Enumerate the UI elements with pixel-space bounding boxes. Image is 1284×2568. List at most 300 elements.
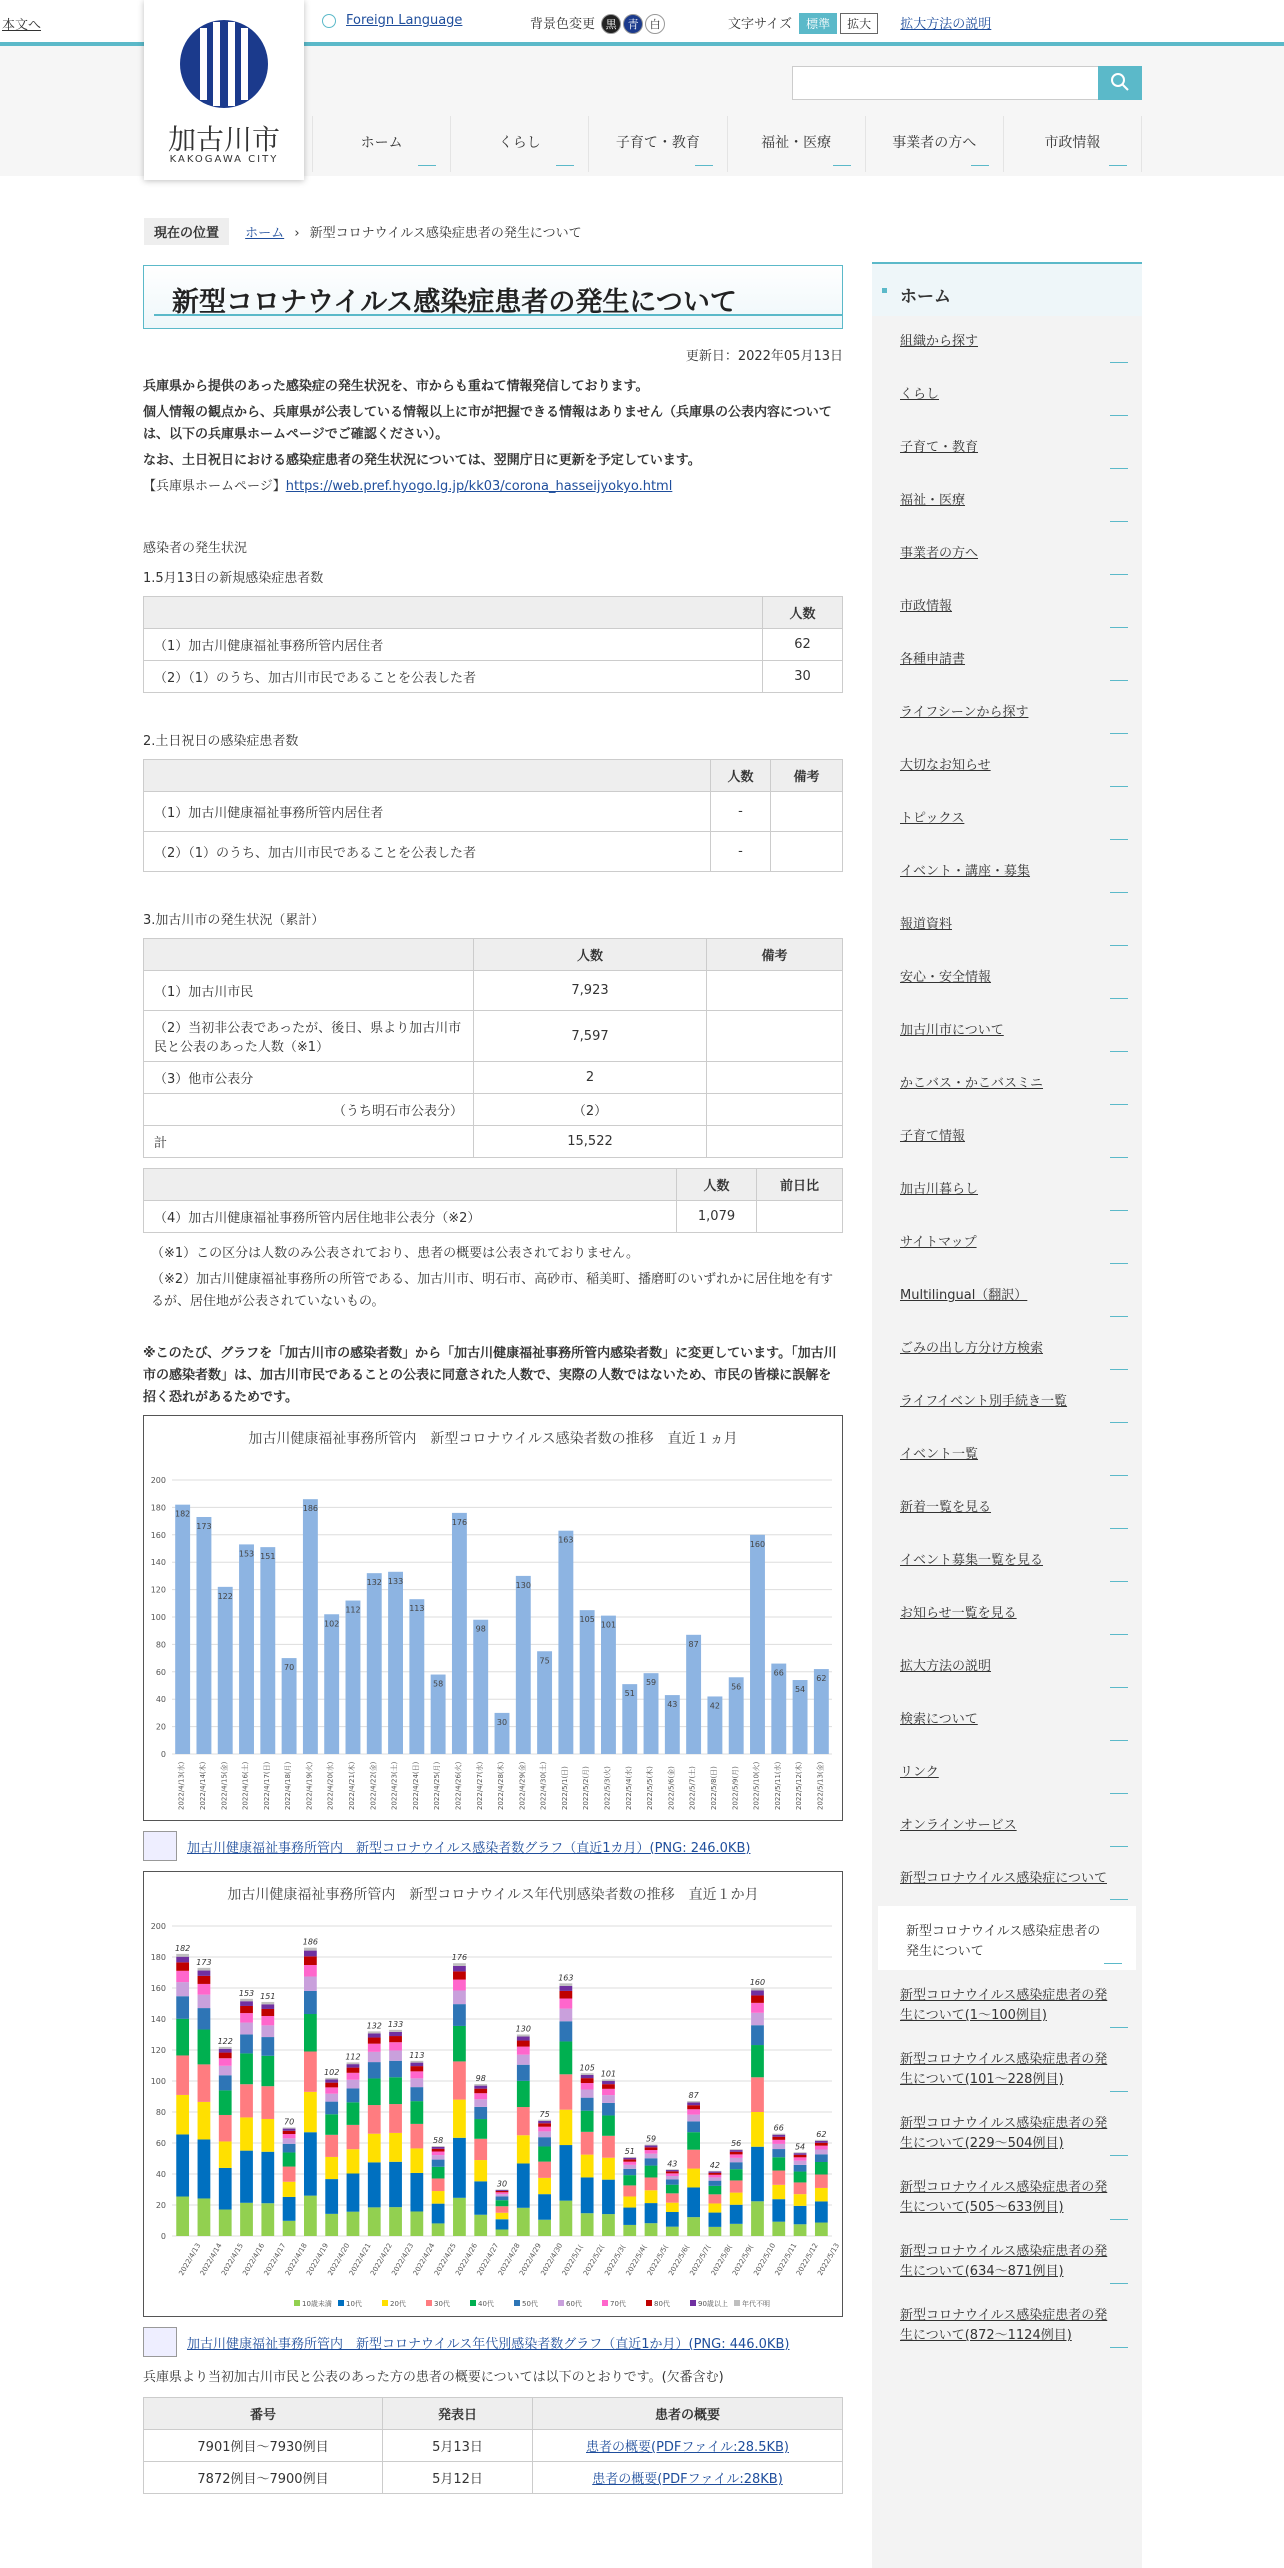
legend-swatch	[294, 2300, 300, 2306]
bar-segment	[389, 2030, 402, 2032]
y-tick-label: 80	[155, 1640, 166, 1650]
bar-segment	[240, 2151, 253, 2203]
bar-segment	[198, 2008, 211, 2029]
bar-segment	[474, 2181, 487, 2214]
data-label: 51	[624, 1689, 635, 1699]
holiday-cases-table: 人数 備考 （1）加古川健康福祉事務所管内居住者 - （2）（1）のうち、加古川市民であることを公表した者 -	[143, 759, 843, 872]
data-label: 58	[433, 2136, 444, 2146]
arrow-icon	[1110, 2276, 1128, 2284]
bar-segment	[709, 2171, 722, 2172]
arrow-icon	[1109, 158, 1127, 166]
data-label: 132	[366, 2021, 382, 2031]
font-normal-button[interactable]: 標準	[799, 13, 837, 34]
sidebar-item[interactable]: イベント一覧	[872, 1429, 1142, 1482]
arrow-icon	[1110, 832, 1128, 840]
y-tick-label: 180	[150, 1503, 166, 1513]
x-tick-label: 2022/4/28(木)	[497, 1761, 506, 1810]
sidebar-item[interactable]: イベント募集一覧を見る	[872, 1535, 1142, 1588]
bar-segment	[261, 2152, 274, 2203]
table-row: （うち明石市公表分） （2）	[144, 1094, 843, 1126]
bar-segment	[772, 2199, 785, 2222]
y-tick-label: 120	[150, 1585, 166, 1595]
data-label: 43	[667, 2159, 678, 2169]
legend-swatch	[514, 2300, 520, 2306]
bar-segment	[623, 2159, 636, 2161]
bar-segment	[602, 2158, 615, 2180]
arrow-icon	[1110, 620, 1128, 628]
sidebar-item[interactable]: 新型コロナウイルス感染症患者の発生について(872～1124例目)	[872, 2290, 1142, 2354]
legend-swatch	[734, 2300, 740, 2306]
bar-segment	[666, 2173, 679, 2176]
data-label: 102	[324, 2067, 340, 2077]
bar-segment	[581, 2073, 594, 2075]
sidebar-item[interactable]: サイトマップ	[872, 1217, 1142, 1270]
bar-segment	[645, 2150, 658, 2154]
graph-change-notice: ※このたび、グラフを「加古川市の感染者数」から「加古川健康福祉事務所管内感染者数」に変更しています。「加古川市の感染者数」は、加古川市民であることの公表に同意された人数で、実際の人数ではないため、市民の皆様に誤解を招く恐れがあるためです。	[143, 1346, 837, 1405]
bar-segment	[283, 2167, 296, 2182]
sidebar-item[interactable]: くらし	[872, 369, 1142, 422]
bar-segment	[410, 2071, 423, 2078]
sidebar-item[interactable]: お知らせ一覧を見る	[872, 1588, 1142, 1641]
bar-segment	[730, 2152, 743, 2155]
nav-business[interactable]: 事業者の方へ	[865, 116, 1003, 172]
bar-segment	[751, 2003, 764, 2013]
data-label: 105	[579, 2063, 595, 2073]
sidebar-item[interactable]: 事業者の方へ	[872, 528, 1142, 581]
data-label: 66	[773, 2123, 784, 2133]
bar-segment	[623, 2175, 636, 2185]
x-tick-label: 2022/5/10	[752, 2241, 778, 2277]
bar-segment	[368, 2162, 381, 2207]
sidebar-item[interactable]: 福祉・医療	[872, 475, 1142, 528]
sidebar-item[interactable]: 検索について	[872, 1694, 1142, 1747]
sidebar-item[interactable]: オンラインサービス	[872, 1800, 1142, 1853]
data-label: 101	[600, 1620, 617, 1630]
bar-segment	[347, 2212, 360, 2236]
bar-segment	[645, 2147, 658, 2150]
y-tick-label: 60	[155, 1667, 166, 1677]
data-label: 160	[749, 1539, 766, 1549]
arrow-icon	[1110, 355, 1128, 363]
bar-segment	[815, 2141, 828, 2143]
bar-segment	[347, 2073, 360, 2080]
sidebar-item[interactable]: 拡大方法の説明	[872, 1641, 1142, 1694]
bar-segment	[581, 2078, 594, 2083]
chart-title: 加古川健康福祉事務所管内 新型コロナウイルス年代別感染者数の推移 直近１か月	[227, 1887, 759, 1903]
bar-segment	[283, 2134, 296, 2138]
bar-segment	[261, 2086, 274, 2119]
sidebar-item[interactable]: ごみの出し方分け方検索	[872, 1323, 1142, 1376]
bar-segment	[347, 2149, 360, 2173]
x-tick-label: 2022/4/16	[241, 2241, 267, 2277]
table-row: 7872例目～7900例目 5月12日 患者の概要(PDFファイル:28KB)	[144, 2462, 843, 2494]
bar-segment	[240, 2006, 253, 2013]
nav-living[interactable]: くらし	[450, 116, 588, 172]
data-label: 176	[451, 1517, 468, 1527]
data-label: 58	[433, 1679, 444, 1689]
bar-segment	[304, 2132, 317, 2195]
bar	[750, 1535, 765, 1754]
legend-label: 年代不明	[742, 2300, 770, 2308]
data-label: 102	[324, 1619, 340, 1629]
y-tick-label: 140	[150, 2015, 166, 2024]
bar-segment	[304, 1951, 317, 1957]
legend-swatch	[602, 2300, 608, 2306]
bar-segment	[709, 2203, 722, 2212]
bar-segment	[453, 1966, 466, 1971]
city-logo[interactable]	[144, 0, 304, 180]
bar-segment	[794, 2161, 807, 2165]
sidebar-item[interactable]: 組織から探す	[872, 316, 1142, 369]
bar-segment	[389, 2162, 402, 2207]
data-label: 42	[709, 2160, 720, 2170]
bar-segment	[772, 2137, 785, 2140]
bar-segment	[347, 2088, 360, 2102]
x-tick-label: 2022/4/23	[390, 2241, 416, 2277]
data-label: 122	[217, 1591, 233, 1601]
x-tick-label: 2022/4/19(火)	[305, 1761, 314, 1810]
x-tick-label: 2022/4/29(金)	[518, 1761, 527, 1810]
font-large-button[interactable]: 拡大	[840, 13, 878, 34]
bar-segment	[602, 2079, 615, 2081]
bar-segment	[559, 2201, 572, 2236]
nav-home[interactable]: ホーム	[312, 116, 450, 172]
bar-segment	[410, 2066, 423, 2071]
bar-segment	[389, 2032, 402, 2036]
bar-segment	[581, 2111, 594, 2132]
bar-segment	[581, 2213, 594, 2236]
sidebar-item[interactable]: 新型コロナウイルス感染症患者の発生について	[878, 1906, 1136, 1970]
sidebar-item[interactable]: Multilingual（翻訳）	[872, 1270, 1142, 1323]
data-label: 182	[175, 1943, 191, 1953]
bar-segment	[219, 2075, 232, 2090]
data-label: 160	[749, 1978, 766, 1987]
x-tick-label: 2022/5/12(木)	[795, 1761, 804, 1810]
bar-segment	[176, 1962, 189, 1970]
x-tick-label: 2022/5/1(	[560, 2243, 585, 2277]
sidebar-item[interactable]: 子育て情報	[872, 1111, 1142, 1164]
sidebar-item[interactable]: トピックス	[872, 793, 1142, 846]
image-file-icon	[143, 2327, 177, 2357]
bg-blue-button[interactable]: 青	[623, 14, 643, 34]
bar-segment	[432, 2151, 445, 2155]
bar-segment	[325, 2114, 338, 2135]
data-label: 153	[238, 1549, 255, 1559]
bar-segment	[730, 2224, 743, 2236]
bar-segment	[198, 1976, 211, 1984]
data-label: 176	[451, 1953, 468, 1963]
bar-segment	[240, 2117, 253, 2150]
bar-segment	[368, 2078, 381, 2105]
bar-segment	[581, 2075, 594, 2078]
bar-segment	[559, 2041, 572, 2074]
bar-segment	[709, 2177, 722, 2180]
data-label: 132	[366, 1578, 382, 1588]
arrow-icon	[1110, 1203, 1128, 1211]
bar-segment	[240, 2203, 253, 2236]
breadcrumb-home-link[interactable]: ホーム	[245, 226, 285, 241]
bar-segment	[559, 2074, 572, 2109]
bar-segment	[474, 2215, 487, 2236]
bar-segment	[645, 2145, 658, 2147]
bar-segment	[325, 2214, 338, 2236]
chart2-download-link[interactable]: 加古川健康福祉事務所管内 新型コロナウイルス年代別感染者数グラフ（直近1か月）(PNG: 446.0KB)	[187, 2336, 790, 2352]
bar-segment	[474, 2107, 487, 2119]
bar-segment	[794, 2155, 807, 2158]
bar-segment	[730, 2169, 743, 2180]
bar-segment	[474, 2099, 487, 2107]
data-label: 56	[731, 2139, 742, 2149]
bar-segment	[794, 2172, 807, 2183]
x-tick-label: 2022/5/6(金)	[667, 1766, 676, 1810]
x-tick-label: 2022/4/23(土)	[390, 1761, 399, 1810]
bg-white-button[interactable]: 白	[645, 14, 665, 34]
arrow-icon	[1110, 779, 1128, 787]
sidebar-item[interactable]: ライフイベント別手続き一覧	[872, 1376, 1142, 1429]
arrow-icon	[1110, 2084, 1128, 2092]
arrow-icon	[1110, 2212, 1128, 2220]
x-tick-label: 2022/4/17(日)	[262, 1761, 271, 1810]
bar	[601, 1616, 616, 1754]
bar-segment	[261, 2119, 274, 2152]
sidebar-item[interactable]: 加古川市について	[872, 1005, 1142, 1058]
new-cases-table: 人数 （1）加古川健康福祉事務所管内居住者 62 （2）（1）のうち、加古川市民であることを公表した者 30	[143, 596, 843, 693]
unpublished-table: 人数 前日比 （4）加古川健康福祉事務所管内居住地非公表分（※2） 1,079	[143, 1168, 843, 1233]
bar-segment	[559, 2145, 572, 2201]
bar-segment	[602, 2081, 615, 2084]
bar-segment	[176, 1996, 189, 2019]
table-row: （1）加古川健康福祉事務所管内居住者 -	[144, 792, 843, 832]
sidebar-item[interactable]: リンク	[872, 1747, 1142, 1800]
bar-segment	[581, 2177, 594, 2213]
sidebar-item[interactable]: 新型コロナウイルス感染症患者の発生について(229～504例目)	[872, 2098, 1142, 2162]
sidebar-item[interactable]: 安心・安全情報	[872, 952, 1142, 1005]
arrow-icon	[1110, 1309, 1128, 1317]
bar-segment	[666, 2227, 679, 2236]
patient-summary-table: 番号 発表日 患者の概要 7901例目～7930例目 5月13日 患者の概要(PDFファイル:28.5KB) 7872例目～7900例目 5月12日 患者の概要(PDFファイル:28KB)	[143, 2397, 843, 2494]
bar-segment	[325, 2079, 338, 2082]
sidebar-item[interactable]: 新型コロナウイルス感染症患者の発生について(634～871例目)	[872, 2226, 1142, 2290]
sidebar-item[interactable]: 新型コロナウイルス感染症患者の発生について(505～633例目)	[872, 2162, 1142, 2226]
bar-segment	[368, 2031, 381, 2033]
bar-segment	[453, 1963, 466, 1966]
x-tick-label: 2022/5/4(	[624, 2243, 649, 2277]
bar-segment	[453, 1980, 466, 1991]
data-label: 153	[238, 1988, 255, 1998]
sidebar-item[interactable]: 報道資料	[872, 899, 1142, 952]
sidebar-item[interactable]: 子育て・教育	[872, 422, 1142, 475]
arrow-icon	[1110, 1415, 1128, 1423]
bar	[452, 1513, 467, 1754]
legend-swatch	[382, 2300, 388, 2306]
bar-segment	[730, 2149, 743, 2150]
bar-segment	[410, 2078, 423, 2087]
bg-black-button[interactable]: 黒	[601, 14, 621, 34]
search-input[interactable]	[792, 66, 1142, 100]
data-label: 62	[816, 1674, 827, 1684]
utility-bar	[322, 13, 462, 28]
bar-segment	[623, 2225, 636, 2236]
page-title: 新型コロナウイルス感染症患者の発生について	[172, 287, 737, 318]
data-label: 30	[496, 2179, 508, 2189]
bar	[324, 1614, 339, 1754]
sidebar-home[interactable]: ホーム	[872, 262, 1142, 316]
x-tick-label: 2022/5/3(火)	[603, 1766, 612, 1810]
arrow-icon	[1110, 567, 1128, 575]
bar-segment	[389, 2036, 402, 2042]
bar-segment	[538, 2146, 551, 2161]
data-label: 105	[579, 1615, 595, 1625]
data-label: 173	[196, 1521, 212, 1531]
bar-segment	[645, 2158, 658, 2165]
bar-segment	[198, 2198, 211, 2236]
x-tick-label: 2022/5/10(火)	[752, 1761, 761, 1810]
bar-segment	[645, 2177, 658, 2190]
bar-segment	[538, 2194, 551, 2220]
bar-segment	[517, 2037, 530, 2041]
sidebar-item[interactable]: 加古川暮らし	[872, 1164, 1142, 1217]
bar	[367, 1573, 382, 1754]
bar-segment	[772, 2135, 785, 2137]
bar-segment	[730, 2205, 743, 2224]
x-tick-label: 2022/4/22	[369, 2241, 394, 2277]
bar-segment	[794, 2157, 807, 2160]
zoom-help-link[interactable]: 拡大方法の説明	[900, 17, 992, 32]
data-label: 43	[667, 1700, 678, 1710]
bar	[239, 1544, 254, 1754]
table-row: （3）他市公表分 2	[144, 1062, 843, 1094]
data-label: 182	[175, 1509, 191, 1519]
bar-segment	[474, 2093, 487, 2099]
legend-label: 70代	[610, 2300, 626, 2308]
bar-segment	[496, 2191, 509, 2192]
x-tick-label: 2022/4/20	[326, 2241, 352, 2277]
nav-cityinfo[interactable]: 市政情報	[1003, 116, 1142, 172]
data-label: 75	[539, 1656, 550, 1666]
bar-segment	[772, 2185, 785, 2199]
bar-segment	[219, 2090, 232, 2115]
arrow-icon	[1110, 1733, 1128, 1741]
arrow-icon	[1110, 1256, 1128, 1264]
bar-segment	[176, 2197, 189, 2236]
bar-segment	[368, 2038, 381, 2044]
search-button[interactable]	[1098, 66, 1142, 100]
bar-segment	[432, 2223, 445, 2236]
nav-welfare[interactable]: 福祉・医療	[727, 116, 865, 172]
bar-segment	[538, 2131, 551, 2137]
sidebar-item[interactable]: 市政情報	[872, 581, 1142, 634]
pref-homepage-link[interactable]: https://web.pref.hyogo.lg.jp/kk03/corona_hasseijyokyo.html	[285, 479, 673, 494]
section-heading: 3.加古川市の発生状況（累計）	[143, 913, 325, 928]
table-row: （2）（1）のうち、加古川市民であることを公表した者 -	[144, 832, 843, 872]
bar-segment	[410, 2087, 423, 2101]
logo-name: 加古川市	[167, 123, 280, 156]
sidebar-item[interactable]: 新型コロナウイルス感染症について	[872, 1853, 1142, 1906]
bar	[175, 1505, 190, 1754]
sidebar-item[interactable]: イベント・講座・募集	[872, 846, 1142, 899]
bar-segment	[709, 2173, 722, 2175]
bar-segment	[219, 2168, 232, 2210]
bar-segment	[304, 2051, 317, 2091]
nav-childcare[interactable]: 子育て・教育	[588, 116, 726, 172]
bg-color-label: 背景色変更	[530, 17, 596, 32]
bar-segment	[261, 2004, 274, 2009]
x-tick-label: 2022/4/22(金)	[369, 1761, 378, 1810]
bar-segment	[538, 2178, 551, 2194]
sidebar-item[interactable]: 新型コロナウイルス感染症患者の発生について(101～228例目)	[872, 2034, 1142, 2098]
sidebar-item[interactable]: 新型コロナウイルス感染症患者の発生について(1～100例目)	[872, 1970, 1142, 2034]
x-tick-label: 2022/5/9(月)	[731, 1766, 740, 1810]
bar-segment	[709, 2172, 722, 2173]
bar-segment	[730, 2158, 743, 2162]
sidebar-item[interactable]: かこバス・かこバスミニ	[872, 1058, 1142, 1111]
bar-segment	[602, 2180, 615, 2214]
bar-segment	[623, 2165, 636, 2169]
bar-segment	[261, 2002, 274, 2004]
x-tick-label: 2022/4/21(木)	[348, 1761, 357, 1810]
breadcrumb	[144, 218, 582, 245]
bar-segment	[623, 2158, 636, 2160]
sidebar-item[interactable]: ライフシーンから探す	[872, 687, 1142, 740]
x-tick-label: 2022/4/13(水)	[177, 1761, 186, 1810]
bar	[303, 1499, 318, 1754]
bar-segment	[219, 2058, 232, 2066]
sidebar-item[interactable]: 新着一覧を見る	[872, 1482, 1142, 1535]
age-cases-chart	[143, 1871, 843, 2317]
bar-segment	[687, 2169, 700, 2188]
bar-segment	[368, 2134, 381, 2163]
bar-segment	[261, 2056, 274, 2086]
bar-segment	[602, 2115, 615, 2135]
bar-segment	[432, 2160, 445, 2167]
bar-segment	[581, 2132, 594, 2155]
arrow-icon	[1110, 1892, 1128, 1900]
bar-segment	[815, 2140, 828, 2141]
bar-segment	[730, 2154, 743, 2157]
bar-segment	[325, 2087, 338, 2093]
bar	[196, 1517, 211, 1754]
bar-segment	[623, 2162, 636, 2165]
sidebar-item[interactable]: 大切なお知らせ	[872, 740, 1142, 793]
bar-segment	[304, 1977, 317, 1991]
skip-to-content-link[interactable]: 本文へ	[2, 18, 42, 33]
summary-pdf-link[interactable]: 患者の概要(PDFファイル:28KB)	[592, 2472, 783, 2487]
arrow-icon	[1110, 1044, 1128, 1052]
bar-segment	[198, 2030, 211, 2065]
bar-segment	[432, 2204, 445, 2224]
bar-segment	[325, 2157, 338, 2179]
bar-segment	[581, 2083, 594, 2090]
chart1-download-link[interactable]: 加古川健康福祉事務所管内 新型コロナウイルス感染者数グラフ（直近1カ月）(PNG: 246.0KB)	[187, 1840, 751, 1856]
table-row: （4）加古川健康福祉事務所管内居住地非公表分（※2） 1,079	[144, 1201, 843, 1233]
x-tick-label: 2022/5/11(水)	[773, 1761, 782, 1810]
download-row	[143, 2327, 843, 2357]
global-nav	[312, 116, 1142, 172]
bar-segment	[496, 2206, 509, 2213]
bar-segment	[176, 2134, 189, 2196]
bar-segment	[772, 2140, 785, 2144]
sidebar-item[interactable]: 各種申請書	[872, 634, 1142, 687]
bar-segment	[240, 2001, 253, 2006]
bar-segment	[368, 2044, 381, 2052]
arrow-icon	[1110, 514, 1128, 522]
age-cases-svg	[144, 1906, 842, 2316]
bar-segment	[219, 2115, 232, 2141]
bar-segment	[219, 2047, 232, 2049]
x-tick-label: 2022/4/25	[432, 2241, 458, 2277]
foreign-language-link[interactable]: Foreign Language	[346, 13, 463, 28]
summary-pdf-link[interactable]: 患者の概要(PDFファイル:28.5KB)	[586, 2440, 789, 2455]
